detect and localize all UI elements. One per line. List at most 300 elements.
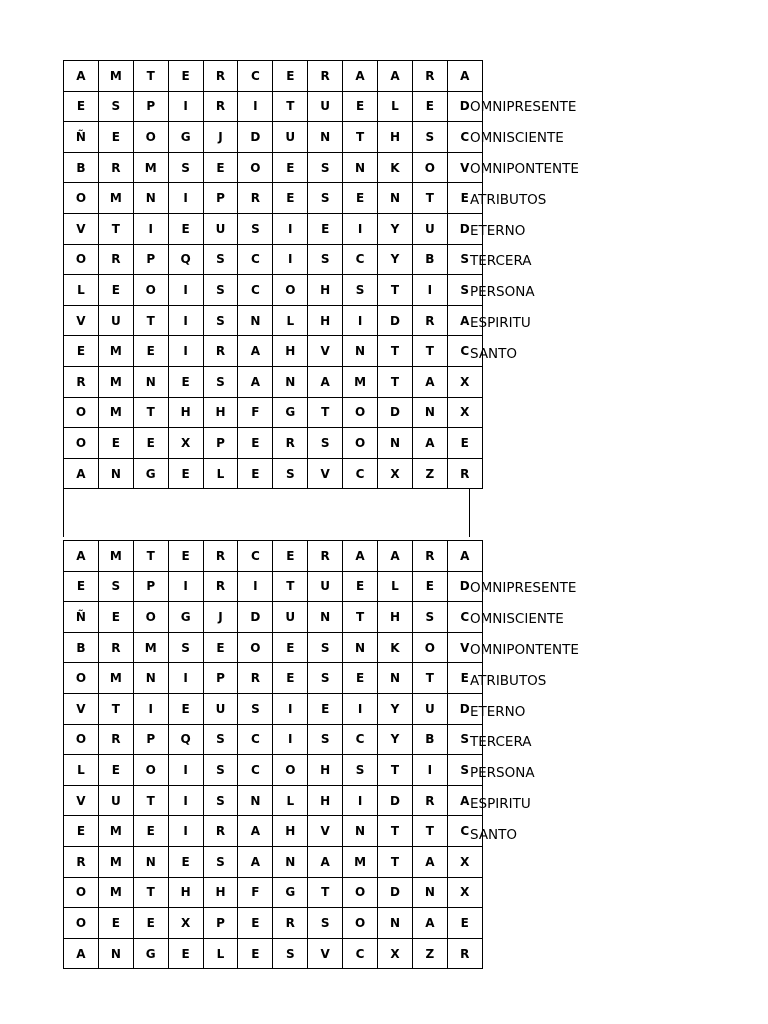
grid-cell: Q <box>168 724 203 755</box>
word-list-item: SANTO <box>470 346 518 363</box>
grid-cell: G <box>168 602 203 633</box>
grid-cell: E <box>273 541 308 572</box>
grid-cell: S <box>203 244 238 275</box>
letter-grid <box>63 60 483 489</box>
grid-cell: I <box>168 305 203 336</box>
grid-cell: A <box>238 336 273 367</box>
word-list-item: OMNISCIENTE <box>470 129 564 146</box>
grid-cell: H <box>308 755 343 786</box>
grid-cell: S <box>203 785 238 816</box>
grid-cell: I <box>238 91 273 122</box>
grid-cell: A <box>238 816 273 847</box>
grid-cell: P <box>203 183 238 214</box>
grid-cell: S <box>273 938 308 969</box>
grid-cell: O <box>343 877 378 908</box>
grid-cell: E <box>447 428 482 459</box>
grid-cell: L <box>273 305 308 336</box>
grid-cell: R <box>273 908 308 939</box>
grid-cell: T <box>412 183 447 214</box>
grid-cell: E <box>168 61 203 92</box>
grid-row <box>64 305 483 336</box>
grid-row <box>64 122 483 153</box>
grid-cell: L <box>64 275 99 306</box>
grid-cell: F <box>238 877 273 908</box>
grid-cell: T <box>378 846 413 877</box>
grid-cell: M <box>98 541 133 572</box>
grid-cell: O <box>64 244 99 275</box>
grid-cell: T <box>412 663 447 694</box>
grid-cell: E <box>343 183 378 214</box>
grid-cell: S <box>447 244 482 275</box>
grid-cell: I <box>412 275 447 306</box>
grid-cell: T <box>412 336 447 367</box>
grid-cell: T <box>98 213 133 244</box>
grid-cell: A <box>308 846 343 877</box>
grid-cell: O <box>64 908 99 939</box>
grid-cell: C <box>238 541 273 572</box>
grid-cell: I <box>273 724 308 755</box>
word-list-item: ETERNO <box>470 703 526 720</box>
grid-cell: U <box>98 785 133 816</box>
grid-row <box>64 724 483 755</box>
grid-cell: R <box>238 183 273 214</box>
grid-cell: R <box>98 632 133 663</box>
grid-cell: U <box>273 602 308 633</box>
grid-cell: G <box>168 122 203 153</box>
grid-cell: N <box>343 336 378 367</box>
grid-cell: V <box>308 938 343 969</box>
word-list-item: ESPIRITU <box>470 796 531 813</box>
grid-cell: T <box>378 755 413 786</box>
grid-cell: M <box>98 183 133 214</box>
grid-cell: T <box>133 397 168 428</box>
grid-row <box>64 938 483 969</box>
word-list-item: PERSONA <box>470 765 535 782</box>
grid-cell: R <box>203 816 238 847</box>
grid-cell: E <box>133 816 168 847</box>
grid-cell: M <box>98 663 133 694</box>
grid-cell: C <box>238 275 273 306</box>
grid-cell: X <box>447 846 482 877</box>
grid-row <box>64 846 483 877</box>
grid-cell: O <box>412 152 447 183</box>
grid-cell: X <box>447 366 482 397</box>
grid-cell: T <box>133 877 168 908</box>
grid-cell: R <box>412 785 447 816</box>
grid-cell: P <box>133 571 168 602</box>
grid-row <box>64 152 483 183</box>
grid-cell: A <box>447 61 482 92</box>
grid-cell: D <box>447 213 482 244</box>
grid-cell: P <box>133 724 168 755</box>
word-list-item: OMNIPONTENTE <box>470 641 579 658</box>
grid-cell: T <box>133 61 168 92</box>
grid-row <box>64 602 483 633</box>
grid-cell: R <box>412 61 447 92</box>
grid-cell: T <box>133 785 168 816</box>
grid-cell: A <box>447 785 482 816</box>
grid-cell: N <box>378 908 413 939</box>
grid-row <box>64 755 483 786</box>
grid-cell: C <box>343 458 378 489</box>
grid-cell: S <box>308 632 343 663</box>
grid-row <box>64 213 483 244</box>
grid-cell: C <box>447 122 482 153</box>
grid-cell: V <box>447 152 482 183</box>
grid-cell: Q <box>168 244 203 275</box>
grid-cell: R <box>203 91 238 122</box>
grid-cell: R <box>238 663 273 694</box>
grid-cell: V <box>64 305 99 336</box>
grid-cell: L <box>273 785 308 816</box>
grid-cell: J <box>203 602 238 633</box>
grid-cell: N <box>308 602 343 633</box>
word-list-item: OMNIPRESENTE <box>470 99 577 115</box>
grid-cell: M <box>98 336 133 367</box>
grid-cell: A <box>308 366 343 397</box>
grid-cell: X <box>378 458 413 489</box>
grid-cell: N <box>238 785 273 816</box>
grid-cell: R <box>308 61 343 92</box>
grid-cell: N <box>133 366 168 397</box>
grid-cell: G <box>273 877 308 908</box>
grid-cell: A <box>343 61 378 92</box>
grid-cell: M <box>98 846 133 877</box>
grid-cell: H <box>203 877 238 908</box>
grid-row <box>64 877 483 908</box>
grid-cell: T <box>133 305 168 336</box>
grid-cell: L <box>378 571 413 602</box>
grid-cell: N <box>412 397 447 428</box>
word-list-item: ESPIRITU <box>470 315 531 332</box>
grid-cell: E <box>133 336 168 367</box>
grid-cell: I <box>133 693 168 724</box>
grid-cell: S <box>447 275 482 306</box>
grid-cell: E <box>273 663 308 694</box>
grid-cell: O <box>64 724 99 755</box>
grid-cell: I <box>168 663 203 694</box>
grid-cell: A <box>447 305 482 336</box>
grid-row <box>64 61 483 92</box>
grid-cell: F <box>238 397 273 428</box>
grid-cell: K <box>378 632 413 663</box>
grid-cell: A <box>412 846 447 877</box>
grid-cell: I <box>343 213 378 244</box>
word-list-item: ATRIBUTOS <box>470 191 547 208</box>
grid-row <box>64 366 483 397</box>
grid-cell: S <box>203 755 238 786</box>
grid-cell: R <box>98 152 133 183</box>
grid-cell: N <box>98 938 133 969</box>
grid-cell: E <box>168 693 203 724</box>
grid-cell: E <box>238 908 273 939</box>
grid-cell: E <box>168 938 203 969</box>
grid-cell: N <box>343 632 378 663</box>
word-list-item: ETERNO <box>470 222 526 239</box>
word-list-bottom <box>470 573 579 851</box>
grid-cell: T <box>98 693 133 724</box>
grid-cell: N <box>238 305 273 336</box>
grid-cell: O <box>133 755 168 786</box>
grid-cell: N <box>273 846 308 877</box>
grid-cell: H <box>168 877 203 908</box>
grid-cell: S <box>238 213 273 244</box>
grid-cell: U <box>203 213 238 244</box>
grid-cell: R <box>447 938 482 969</box>
grid-cell: R <box>203 336 238 367</box>
grid-cell: S <box>238 693 273 724</box>
grid-cell: O <box>238 632 273 663</box>
grid-row <box>64 244 483 275</box>
grid-cell: T <box>308 397 343 428</box>
grid-cell: S <box>203 846 238 877</box>
grid-cell: S <box>447 755 482 786</box>
grid-cell: E <box>273 632 308 663</box>
grid-cell: U <box>308 91 343 122</box>
grid-cell: C <box>238 755 273 786</box>
grid-cell: M <box>343 366 378 397</box>
grid-cell: N <box>133 663 168 694</box>
grid-cell: C <box>447 336 482 367</box>
word-search-grid-bottom <box>63 540 470 969</box>
grid-cell: A <box>238 366 273 397</box>
word-search-grid-top <box>63 60 470 489</box>
grid-cell: E <box>64 816 99 847</box>
grid-cell: E <box>98 602 133 633</box>
grid-cell: E <box>64 571 99 602</box>
grid-row <box>64 785 483 816</box>
grid-cell: R <box>98 244 133 275</box>
grid-cell: O <box>133 602 168 633</box>
grid-cell: I <box>343 305 378 336</box>
grid-cell: B <box>412 724 447 755</box>
grid-cell: D <box>378 877 413 908</box>
grid-cell: E <box>447 908 482 939</box>
grid-cell: X <box>168 908 203 939</box>
grid-cell: X <box>447 397 482 428</box>
grid-cell: E <box>308 693 343 724</box>
grid-cell: R <box>203 61 238 92</box>
grid-cell: I <box>238 571 273 602</box>
grid-cell: S <box>273 458 308 489</box>
grid-cell: O <box>64 663 99 694</box>
grid-row <box>64 663 483 694</box>
grid-cell: E <box>168 846 203 877</box>
grid-cell: T <box>273 91 308 122</box>
grid-cell: E <box>412 571 447 602</box>
grid-cell: C <box>238 724 273 755</box>
grid-row <box>64 458 483 489</box>
grid-row <box>64 397 483 428</box>
grid-cell: P <box>203 663 238 694</box>
grid-cell: T <box>273 571 308 602</box>
grid-cell: C <box>343 938 378 969</box>
grid-cell: E <box>343 663 378 694</box>
grid-cell: U <box>412 693 447 724</box>
grid-cell: S <box>412 122 447 153</box>
grid-cell: U <box>412 213 447 244</box>
grid-cell: P <box>203 908 238 939</box>
grid-cell: O <box>343 428 378 459</box>
grid-cell: R <box>64 846 99 877</box>
grid-cell: X <box>378 938 413 969</box>
grid-cell: C <box>447 602 482 633</box>
grid-cell: Z <box>412 938 447 969</box>
grid-cell: S <box>203 724 238 755</box>
grid-cell: I <box>168 91 203 122</box>
grid-cell: E <box>412 91 447 122</box>
grid-cell: N <box>133 183 168 214</box>
grid-cell: L <box>203 938 238 969</box>
grid-cell: O <box>64 183 99 214</box>
grid-cell: A <box>64 541 99 572</box>
grid-cell: N <box>412 877 447 908</box>
letter-grid <box>63 540 483 969</box>
grid-cell: S <box>343 275 378 306</box>
grid-cell: R <box>64 366 99 397</box>
grid-cell: E <box>168 541 203 572</box>
grid-cell: S <box>98 571 133 602</box>
grid-cell: V <box>308 336 343 367</box>
grid-cell: P <box>133 244 168 275</box>
grid-cell: R <box>98 724 133 755</box>
grid-row <box>64 632 483 663</box>
grid-cell: E <box>64 336 99 367</box>
grid-cell: E <box>98 275 133 306</box>
grid-cell: E <box>273 183 308 214</box>
grid-cell: I <box>168 785 203 816</box>
grid-cell: E <box>238 938 273 969</box>
word-list-item: PERSONA <box>470 284 535 301</box>
grid-cell: E <box>133 428 168 459</box>
grid-cell: Ñ <box>64 122 99 153</box>
grid-cell: O <box>64 428 99 459</box>
grid-cell: O <box>273 755 308 786</box>
grid-cell: I <box>273 244 308 275</box>
grid-cell: S <box>203 275 238 306</box>
grid-cell: A <box>412 366 447 397</box>
grid-cell: O <box>133 275 168 306</box>
grid-cell: V <box>447 632 482 663</box>
grid-cell: P <box>203 428 238 459</box>
grid-cell: A <box>378 541 413 572</box>
grid-cell: M <box>98 61 133 92</box>
grid-cell: C <box>238 244 273 275</box>
grid-cell: T <box>343 122 378 153</box>
grid-cell: D <box>378 305 413 336</box>
grid-cell: O <box>64 877 99 908</box>
grid-cell: E <box>203 632 238 663</box>
grid-separator <box>63 489 470 537</box>
grid-cell: E <box>64 91 99 122</box>
grid-cell: G <box>273 397 308 428</box>
grid-cell: E <box>308 213 343 244</box>
grid-cell: G <box>133 458 168 489</box>
grid-cell: A <box>64 458 99 489</box>
grid-cell: K <box>378 152 413 183</box>
grid-cell: V <box>64 785 99 816</box>
grid-cell: C <box>447 816 482 847</box>
grid-cell: R <box>447 458 482 489</box>
grid-cell: I <box>168 275 203 306</box>
grid-cell: H <box>308 275 343 306</box>
grid-cell: H <box>378 602 413 633</box>
grid-cell: E <box>273 61 308 92</box>
grid-cell: S <box>203 305 238 336</box>
grid-cell: E <box>98 122 133 153</box>
grid-cell: N <box>98 458 133 489</box>
grid-cell: N <box>343 152 378 183</box>
grid-cell: P <box>133 91 168 122</box>
grid-cell: I <box>133 213 168 244</box>
grid-cell: I <box>412 755 447 786</box>
grid-cell: T <box>343 602 378 633</box>
grid-cell: E <box>273 152 308 183</box>
grid-cell: T <box>412 816 447 847</box>
grid-cell: X <box>168 428 203 459</box>
grid-cell: J <box>203 122 238 153</box>
grid-cell: S <box>308 428 343 459</box>
grid-cell: H <box>308 305 343 336</box>
grid-cell: A <box>412 428 447 459</box>
grid-cell: H <box>378 122 413 153</box>
grid-cell: E <box>447 663 482 694</box>
grid-cell: X <box>447 877 482 908</box>
grid-cell: N <box>308 122 343 153</box>
grid-cell: N <box>378 663 413 694</box>
grid-cell: B <box>412 244 447 275</box>
grid-cell: A <box>238 846 273 877</box>
grid-cell: I <box>168 336 203 367</box>
grid-cell: M <box>98 397 133 428</box>
grid-cell: I <box>168 571 203 602</box>
word-list-item: TERCERA <box>470 734 532 751</box>
grid-cell: C <box>343 724 378 755</box>
grid-cell: E <box>343 571 378 602</box>
grid-cell: V <box>64 213 99 244</box>
grid-cell: A <box>447 541 482 572</box>
grid-cell: Y <box>378 213 413 244</box>
word-list-item: OMNISCIENTE <box>470 610 564 627</box>
grid-cell: R <box>412 541 447 572</box>
grid-cell: I <box>273 213 308 244</box>
grid-cell: N <box>273 366 308 397</box>
grid-cell: D <box>447 571 482 602</box>
grid-cell: E <box>168 213 203 244</box>
grid-cell: O <box>238 152 273 183</box>
grid-cell: T <box>308 877 343 908</box>
grid-cell: R <box>203 541 238 572</box>
grid-cell: T <box>378 336 413 367</box>
grid-cell: T <box>378 275 413 306</box>
grid-row <box>64 541 483 572</box>
grid-cell: H <box>308 785 343 816</box>
grid-cell: L <box>64 755 99 786</box>
grid-cell: I <box>168 183 203 214</box>
grid-cell: E <box>447 183 482 214</box>
grid-cell: R <box>203 571 238 602</box>
grid-cell: E <box>98 755 133 786</box>
grid-cell: N <box>133 846 168 877</box>
grid-cell: S <box>343 755 378 786</box>
grid-cell: Z <box>412 458 447 489</box>
grid-cell: H <box>273 816 308 847</box>
grid-cell: O <box>64 397 99 428</box>
grid-cell: E <box>133 908 168 939</box>
grid-cell: Y <box>378 724 413 755</box>
grid-cell: E <box>343 91 378 122</box>
grid-cell: E <box>238 458 273 489</box>
